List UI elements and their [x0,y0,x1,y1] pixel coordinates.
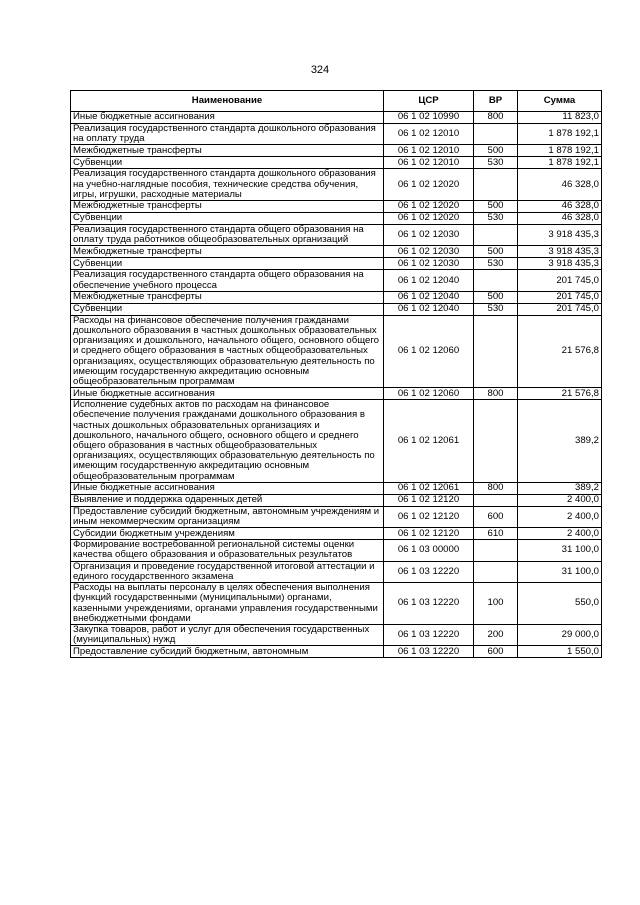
row-vr-cell: 530 [474,258,518,270]
row-vr-cell: 530 [474,157,518,169]
row-csr-cell: 06 1 02 12040 [384,291,474,303]
row-name-cell: Реализация государственного стандарта общего образования на оплату труда работников общеобразовательных организаций [71,225,384,246]
row-vr-cell [474,540,518,561]
row-vr-cell [474,124,518,145]
row-vr-cell [474,561,518,582]
row-name-cell: Межбюджетные трансферты [71,291,384,303]
row-vr-cell [474,400,518,483]
table-row [71,201,602,213]
table-row [71,388,602,400]
row-csr-cell: 06 1 02 12060 [384,315,474,387]
row-csr-cell: 06 1 02 10990 [384,112,474,124]
row-sum-cell: 389,2 [518,400,602,483]
row-vr-cell: 800 [474,112,518,124]
row-name-cell: Иные бюджетные ассигнования [71,112,384,124]
table-row [71,258,602,270]
row-sum-cell: 31 100,0 [518,540,602,561]
row-sum-cell: 2 400,0 [518,528,602,540]
page-number: 324 [310,64,330,76]
row-csr-cell: 06 1 02 12120 [384,506,474,527]
row-name-cell: Предоставление субсидий бюджетным, автономным [71,646,384,658]
row-csr-cell: 06 1 03 12220 [384,624,474,645]
row-csr-cell: 06 1 03 12220 [384,561,474,582]
budget-table [70,90,602,658]
table-row [71,528,602,540]
row-vr-cell [474,225,518,246]
row-csr-cell: 06 1 02 12030 [384,258,474,270]
row-vr-cell [474,270,518,291]
row-name-cell: Субвенции [71,157,384,169]
row-csr-cell: 06 1 02 12020 [384,201,474,213]
row-sum-cell: 550,0 [518,583,602,625]
row-vr-cell: 800 [474,482,518,494]
row-csr-cell: 06 1 02 12061 [384,482,474,494]
row-name-cell: Межбюджетные трансферты [71,145,384,157]
row-sum-cell: 11 823,0 [518,112,602,124]
row-vr-cell: 500 [474,145,518,157]
table-row [71,246,602,258]
row-vr-cell: 100 [474,583,518,625]
row-vr-cell: 530 [474,213,518,225]
header-sum: Сумма [518,91,602,112]
row-name-cell: Субвенции [71,213,384,225]
row-vr-cell [474,169,518,201]
row-sum-cell: 3 918 435,3 [518,258,602,270]
table-row [71,157,602,169]
row-sum-cell: 2 400,0 [518,506,602,527]
table-row [71,315,602,387]
table-row [71,112,602,124]
row-csr-cell: 06 1 02 12040 [384,303,474,315]
row-sum-cell: 201 745,0 [518,270,602,291]
row-name-cell: Формирование востребованной региональной системы оценки качества общего образования и образовательных результатов [71,540,384,561]
row-name-cell: Предоставление субсидий бюджетным, автономным учреждениям и иным некоммерческим организациям [71,506,384,527]
row-vr-cell: 500 [474,291,518,303]
table-row [71,494,602,506]
row-vr-cell: 610 [474,528,518,540]
row-sum-cell: 3 918 435,3 [518,246,602,258]
row-sum-cell: 21 576,8 [518,388,602,400]
row-name-cell: Исполнение судебных актов по расходам на финансовое обеспечение получения гражданами дошкольного образования в частных дошкольных образовательных организациях и дошкольного, начального общего, основного общего и среднего общего образования в частных общеобразовательных организациях, осуществляющих образовательную деятельность по имеющим государственную аккредитацию основным общеобразовательным программам [71,400,384,483]
table-row [71,124,602,145]
row-sum-cell: 46 328,0 [518,201,602,213]
row-sum-cell: 1 550,0 [518,646,602,658]
row-sum-cell: 1 878 192,1 [518,157,602,169]
table-row [71,291,602,303]
row-name-cell: Иные бюджетные ассигнования [71,482,384,494]
row-sum-cell: 21 576,8 [518,315,602,387]
table-row [71,646,602,658]
row-name-cell: Субвенции [71,303,384,315]
table-row [71,213,602,225]
row-sum-cell: 31 100,0 [518,561,602,582]
row-sum-cell: 29 000,0 [518,624,602,645]
row-name-cell: Межбюджетные трансферты [71,246,384,258]
row-sum-cell: 201 745,0 [518,291,602,303]
row-vr-cell: 800 [474,388,518,400]
row-vr-cell: 530 [474,303,518,315]
table-row [71,145,602,157]
row-name-cell: Субвенции [71,258,384,270]
table-row [71,303,602,315]
row-csr-cell: 06 1 03 12220 [384,583,474,625]
row-csr-cell: 06 1 02 12030 [384,225,474,246]
row-csr-cell: 06 1 02 12030 [384,246,474,258]
row-name-cell: Расходы на финансовое обеспечение получения гражданами дошкольного образования в частных дошкольных образовательных организациях и дошкольного, начального общего, основного общего и среднего общего образования в частных общеобразовательных организациях, осуществляющих образовательную деятельность по имеющим государственную аккредитацию основным общеобразовательным программам [71,315,384,387]
row-sum-cell: 46 328,0 [518,169,602,201]
table-row [71,561,602,582]
row-csr-cell: 06 1 03 00000 [384,540,474,561]
row-vr-cell: 500 [474,246,518,258]
row-csr-cell: 06 1 02 12060 [384,388,474,400]
row-vr-cell: 600 [474,506,518,527]
table-row [71,624,602,645]
row-vr-cell [474,494,518,506]
row-sum-cell: 2 400,0 [518,494,602,506]
row-sum-cell: 201 745,0 [518,303,602,315]
row-name-cell: Реализация государственного стандарта дошкольного образования на оплату труда [71,124,384,145]
row-name-cell: Расходы на выплаты персоналу в целях обеспечения выполнения функций государственными (муниципальными) органами, казенными учреждениями, органами управления государственными внебюджетными фондами [71,583,384,625]
row-csr-cell: 06 1 03 12220 [384,646,474,658]
table-row [71,482,602,494]
row-csr-cell: 06 1 02 12020 [384,169,474,201]
row-sum-cell: 3 918 435,3 [518,225,602,246]
row-name-cell: Выявление и поддержка одаренных детей [71,494,384,506]
row-name-cell: Реализация государственного стандарта общего образования на обеспечение учебного процесса [71,270,384,291]
row-csr-cell: 06 1 02 12061 [384,400,474,483]
table-row [71,225,602,246]
row-name-cell: Субсидии бюджетным учреждениям [71,528,384,540]
row-sum-cell: 389,2 [518,482,602,494]
header-csr: ЦСР [384,91,474,112]
table-row [71,270,602,291]
row-vr-cell: 600 [474,646,518,658]
row-sum-cell: 1 878 192,1 [518,124,602,145]
row-sum-cell: 1 878 192,1 [518,145,602,157]
table-row [71,169,602,201]
row-csr-cell: 06 1 02 12010 [384,124,474,145]
row-name-cell: Организация и проведение государственной итоговой аттестации и единого государственного экзамена [71,561,384,582]
row-name-cell: Реализация государственного стандарта дошкольного образования на учебно-наглядные пособия, технические средства обучения, игры, игрушки, расходные материалы [71,169,384,201]
row-sum-cell: 46 328,0 [518,213,602,225]
row-csr-cell: 06 1 02 12020 [384,213,474,225]
row-csr-cell: 06 1 02 12010 [384,157,474,169]
row-name-cell: Межбюджетные трансферты [71,201,384,213]
table-row [71,400,602,483]
header-vr: ВР [474,91,518,112]
row-vr-cell: 500 [474,201,518,213]
row-name-cell: Иные бюджетные ассигнования [71,388,384,400]
table-row [71,540,602,561]
table-header-row [71,91,602,112]
header-name: Наименование [71,91,384,112]
row-csr-cell: 06 1 02 12010 [384,145,474,157]
row-csr-cell: 06 1 02 12040 [384,270,474,291]
row-vr-cell [474,315,518,387]
table-row [71,506,602,527]
row-csr-cell: 06 1 02 12120 [384,528,474,540]
row-vr-cell: 200 [474,624,518,645]
row-csr-cell: 06 1 02 12120 [384,494,474,506]
table-row [71,583,602,625]
row-name-cell: Закупка товаров, работ и услуг для обеспечения государственных (муниципальных) нужд [71,624,384,645]
table-body [71,112,602,658]
